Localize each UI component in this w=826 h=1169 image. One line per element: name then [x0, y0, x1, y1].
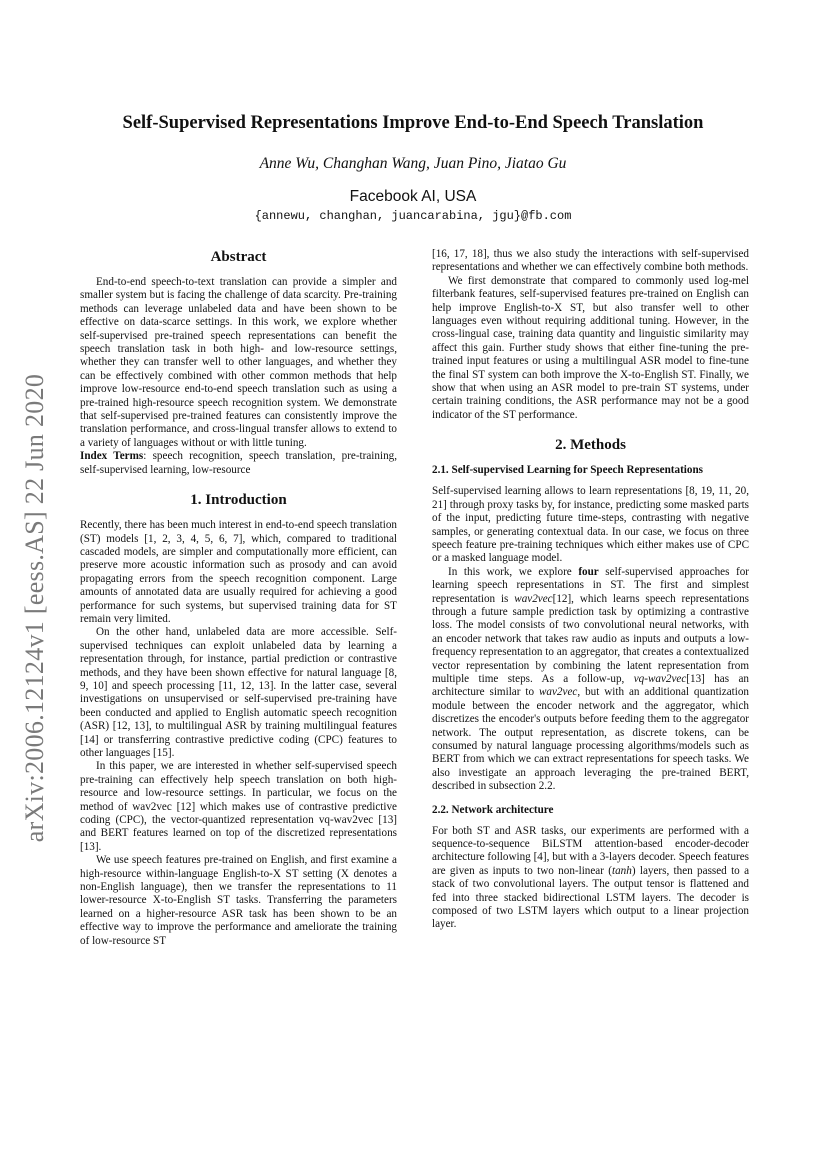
intro-paragraph-3: In this paper, we are interested in whether self-supervised speech pre-training can effectively help speech translation on both high-resource and low-resource settings. In particular, we focus on the method of wav2vec [12] which makes use of contrastive predictive coding (CPC), the vector-quantized representation vq-wav2vec [13] and BERT features learned on top of the discretized representations [13].	[80, 760, 397, 853]
subsection-2-2-heading: 2.2. Network architecture	[432, 803, 554, 816]
index-terms-text: : speech recognition, speech translation, pre-training, self-supervised learning, low-resource	[80, 450, 397, 476]
right-column	[432, 248, 749, 932]
methods-paragraph-3: For both ST and ASR tasks, our experiments are performed with a sequence-to-sequence BiLSTM attention-based encoder-decoder architecture following [4], but with a 3-layers decoder. Speech features are given as inputs to two non-linear (tanh) layers, then passed to a stack of two convolutional layers. The output tensor is flattened and fed into three stacked bidirectional LSTM layers. The decoder is composed of two LSTM layers which output to a linear projection layer.	[432, 824, 750, 931]
methods-heading: 2. Methods	[555, 437, 626, 454]
subsection-2-1-heading: 2.1. Self-supervised Learning for Speech Representations	[432, 464, 703, 477]
abstract-text: End-to-end speech-to-text translation can provide a simpler and smaller system but is facing the challenge of data scarcity. Pre-training methods can leverage unlabeled data and have been shown to be effective on data-scarce settings. In this work, we explore whether self-supervised pre-trained speech representations can benefit the speech translation task in both high- and low-resource settings, whether they can transfer well to other languages, and whether they can be effectively combined with other common methods that help improve low-resource end-to-end speech translation such as using a pre-trained high-resource speech recognition system. We demonstrate that self-supervised pre-trained features can consistently improve the translation performance, and cross-lingual transfer allows to extend to a variety of languages without or with little tuning.	[80, 276, 397, 449]
intro-paragraph-2: On the other hand, unlabeled data are more accessible. Self-supervised techniques can exploit unlabeled data by learning a representation through, for instance, partial prediction or contrastive methods, and they have been shown effective for natural language [8, 9, 10] and speech processing [11, 12, 13]. In the latter case, several investigations on unsupervised or self-supervised pre-training have been conducted and applied to English automatic speech recognition (ASR) [12, 13], to multilingual ASR by training multilingual features [14] or transferring contrastive predictive coding (CPC) features to other languages [15].	[80, 626, 397, 759]
index-terms	[80, 450, 397, 477]
term-vq-wav2vec: vq-wav2vec	[633, 672, 687, 685]
author-emails: {annewu, changhan, juancarabina, jgu}@fb.com	[254, 209, 572, 223]
intro-paragraph-6: We first demonstrate that compared to commonly used log-mel filterbank features, self-supervised features pre-trained on English can help improve English-to-X ST, but also transfer well to other languages even without requiring additional tuning. However, in the cross-lingual case, training data quantity and linguistic similarity may affect this gain. Further study shows that either fine-tuning the pre-trained input features or using a multilingual ASR model to fine-tune the final ST system can both improve the X-to-English ST. Finally, we show that when using an ASR model to pre-train ST systems, under certain training conditions, the ASR performance may not be a good indicator of the ST performance.	[432, 274, 749, 421]
arxiv-side-stamp	[6, 330, 64, 885]
abstract-heading: Abstract	[210, 249, 267, 265]
methods-paragraph-1: Self-supervised learning allows to learn representations [8, 19, 11, 20, 21] through proxy tasks by, for instance, predicting some masked parts of the input, predicting future time-steps, contrasting with negative samples, or generating contextual data. In our case, we focus on three speech feature pre-training techniques which either makes use of CPC or a masked language model.	[432, 485, 749, 565]
affiliation: Facebook AI, USA	[349, 188, 477, 205]
intro-paragraph-5: [16, 17, 18], thus we also study the interactions with self-supervised representations and whether we can effectively combine both methods.	[432, 248, 749, 274]
term-wav2vec-2: wav2vec	[538, 686, 578, 699]
author-list: Anne Wu, Changhan Wang, Juan Pino, Jiatao Gu	[259, 155, 567, 172]
math-tanh: tanh	[612, 864, 632, 877]
methods-paragraph-2: In this work, we explore four self-supervised approaches for learning speech representations in ST. The first and simplest representation is wav2vec[12], which learns speech representations through a future sample prediction task by optimizing a contrastive loss. The model consists of two convolutional neural networks, with an encoder network that takes raw audio as inputs and outputs a low-frequency representation to an aggregator, that creates a contextualized vector representation by combining the latent representation from multiple time steps. As a follow-up, vq-wav2vec[13] has an architecture similar to wav2vec, but with an additional quantization module between the encoder network and the aggregator, which discretizes the encoder's outputs before feeding them to the aggregator network. The output representation, as discrete tokens, can be consumed by natural language processing algorithms/models such as BERT from which we can extract representations for speech tasks. We also investigate an approach leveraging the pre-trained BERT, described in subsection 2.2.	[432, 565, 749, 793]
intro-paragraph-1: Recently, there has been much interest in end-to-end speech translation (ST) models [1, 2, 3, 4, 5, 6, 7], which, compared to traditional cascaded models, are simpler and computationally more efficient, can preserve more acoustic information such as prosody and can avoid propagating errors from the speech recognition component. Large amounts of annotated data are usually required for achieving a good performance for such systems, but supervised training data for ST remain very limited.	[80, 519, 397, 625]
intro-paragraph-4: We use speech features pre-trained on English, and first examine a high-resource within-language English-to-X ST setting (X denotes a non-English language), then we transfer the representations to 11 lower-resource X-to-English ST tasks. Transferring the parameters learned on a higher-resource ASR task has been shown to be an effective way to improve the performance and ameliorate the training of low-resource ST	[80, 854, 397, 947]
emphasis-four: four	[578, 565, 599, 578]
term-wav2vec: wav2vec	[514, 592, 553, 605]
paper-title: Self-Supervised Representations Improve End-to-End Speech Translation	[122, 113, 704, 133]
left-column	[80, 248, 397, 948]
introduction-heading: 1. Introduction	[190, 492, 287, 509]
arxiv-id-text: arXiv:2006.12124v1 [eess.AS] 22 Jun 2020	[20, 373, 50, 842]
index-terms-label: Index Terms	[80, 450, 144, 463]
